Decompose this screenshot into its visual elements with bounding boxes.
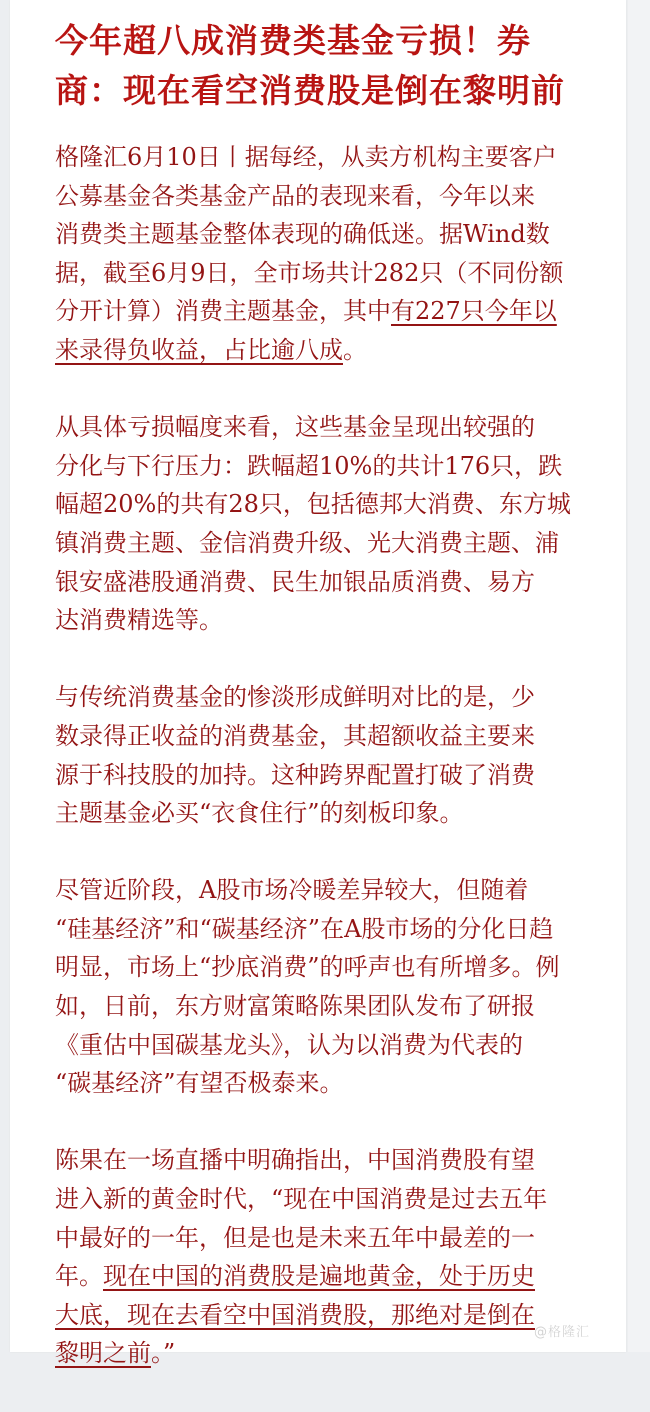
paragraph-3: 与传统消费基金的惨淡形成鲜明对比的是，少 数录得正收益的消费基金，其超额收益主要来 源于科技股的加持。这种跨界配置打破了消费 主题基金必买“衣食住行”的刻板印象。 (55, 683, 535, 828)
paragraph-5-end: 。” (151, 1339, 176, 1368)
article-body (55, 138, 615, 1412)
watermark: @格隆汇 (533, 1325, 590, 1340)
scrollbar-track[interactable] (628, 0, 650, 1352)
paragraph-1-underlined: 有227只今年以 来录得负收益，占比逾八成 (55, 297, 557, 364)
paragraph-5-text: 陈果在一场直播中明确指出，中国消费股有望 进入新的黄金时代，“现在中国消费是过去五年 中最好的一年，但是也是未来五年中最差的一 年。 (55, 1146, 548, 1291)
paragraph-2: 从具体亏损幅度来看，这些基金呈现出较强的 分化与下行压力：跌幅超10%的共计176只，跌 幅超20%的共有28只，包括德邦大消费、东方城 镇消费主题、金信消费升级、光大消费主题、浦 银安盛港股通消费、民生加银品质消费、易方 达消费精选等。 (55, 413, 571, 635)
paragraph-5 (55, 1141, 615, 1373)
paragraph-1-text: 格隆汇6月10日丨据每经，从卖方机构主要客户 公募基金各类基金产品的表现来看，今年以来 消费类主题基金整体表现的确低迷。据Wind数 据，截至6月9日，全市场共计282只（不同份额 分开计算）消费主题基金，其中 (55, 143, 564, 326)
article-title: 今年超八成消费类基金亏损！券 商：现在看空消费股是倒在黎明前 (55, 21, 565, 110)
paragraph-1-end: 。 (343, 335, 367, 364)
paragraph-4: 尽管近阶段，A股市场冷暖差异较大，但随着 “硅基经济”和“碳基经济”在A股市场的分化日趋 明显，市场上“抄底消费”的呼声也有所增多。例 如，日前，东方财富策略陈果团队发布了研报 《重估中国碳基龙头》，认为以消费为代表的 “碳基经济”有望否极泰来。 (55, 876, 560, 1098)
article-card (10, 0, 626, 1368)
paragraph-1 (55, 138, 615, 370)
paragraph-5-underlined: 现在中国的消费股是遍地黄金，处于历史 大底，现在去看空中国消费股，那绝对是倒在 黎明之前 (55, 1262, 535, 1368)
